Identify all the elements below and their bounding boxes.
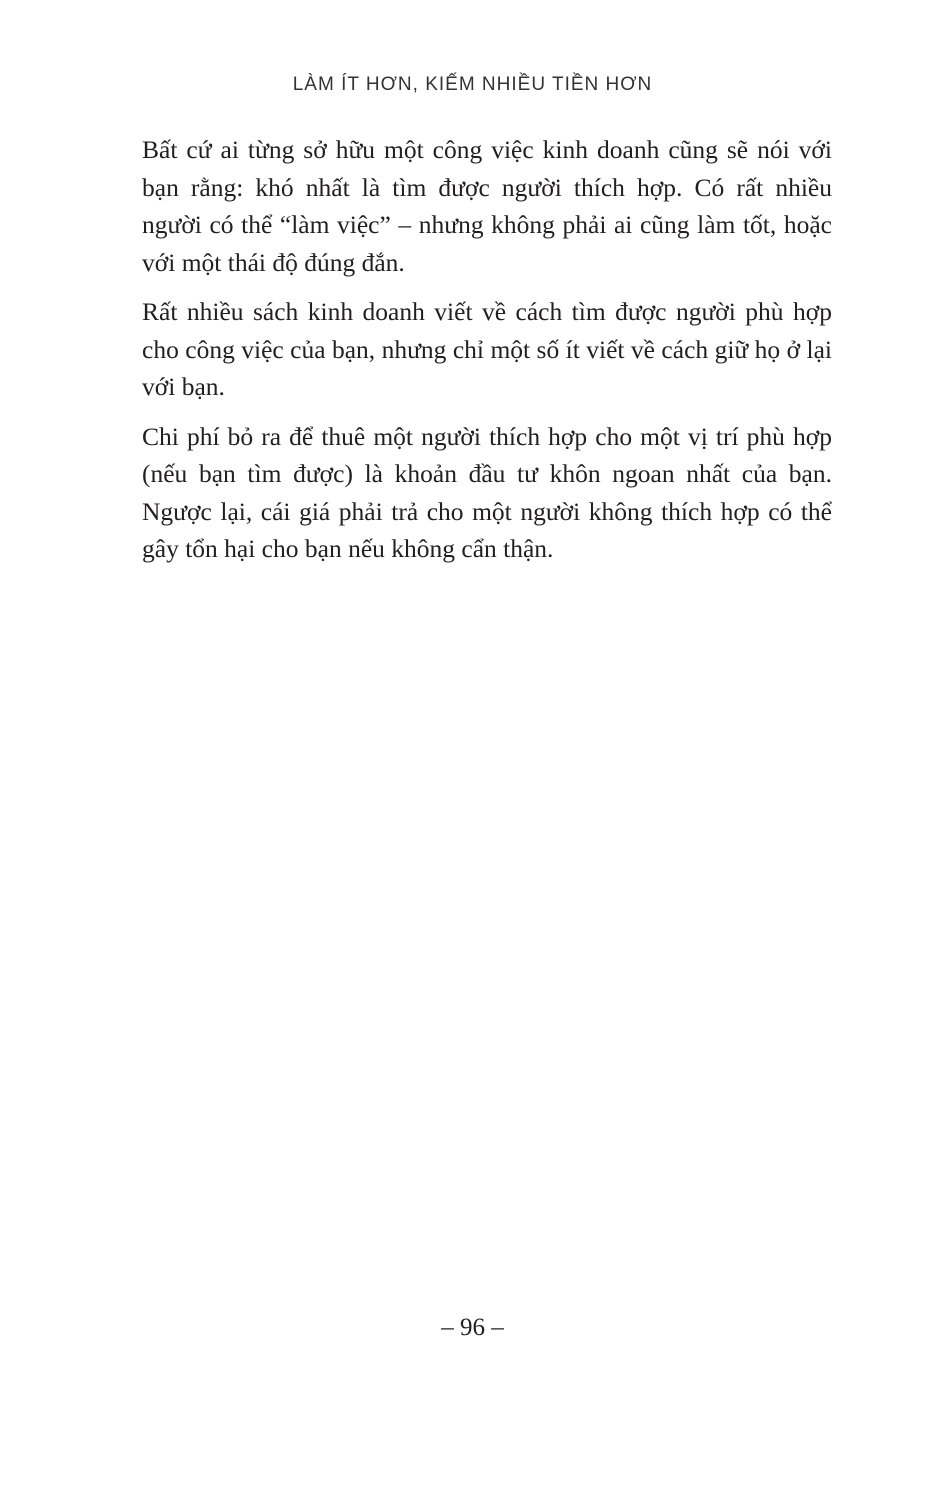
text-line: người có thể “làm việc” – nhưng không phải ai cũng làm tốt, hoặc bbox=[142, 210, 832, 239]
text-line: gây tổn hại cho bạn nếu không cẩn thận. bbox=[142, 534, 554, 563]
text-line: Chi phí bỏ ra để thuê một người thích hợp cho một vị trí phù hợp bbox=[142, 421, 832, 451]
text-line: Ngược lại, cái giá phải trả cho một người không thích hợp có thể bbox=[142, 496, 832, 526]
paragraph-3 bbox=[142, 418, 832, 568]
text-line: (nếu bạn tìm được) là khoản đầu tư khôn ngoan nhất của bạn. bbox=[142, 459, 832, 488]
text-line: bạn rằng: khó nhất là tìm được người thích hợp. Có rất nhiều bbox=[142, 172, 832, 202]
text-line: cho công việc của bạn, nhưng chỉ một số ít viết về cách giữ họ ở lại bbox=[142, 334, 832, 364]
page-number: – 96 – bbox=[441, 1314, 504, 1341]
text-line: với bạn. bbox=[142, 372, 225, 401]
body-text bbox=[142, 131, 832, 580]
paragraph-2 bbox=[142, 293, 832, 406]
text-line: với một thái độ đúng đắn. bbox=[142, 247, 405, 277]
paragraph-1 bbox=[142, 131, 832, 281]
text-line: Rất nhiều sách kinh doanh viết về cách tìm được người phù hợp bbox=[142, 297, 832, 326]
running-header: LÀM ÍT HƠN, KIẾM NHIỀU TIỀN HƠN bbox=[292, 74, 653, 95]
text-line: Bất cứ ai từng sở hữu một công việc kinh doanh cũng sẽ nói với bbox=[142, 135, 832, 164]
